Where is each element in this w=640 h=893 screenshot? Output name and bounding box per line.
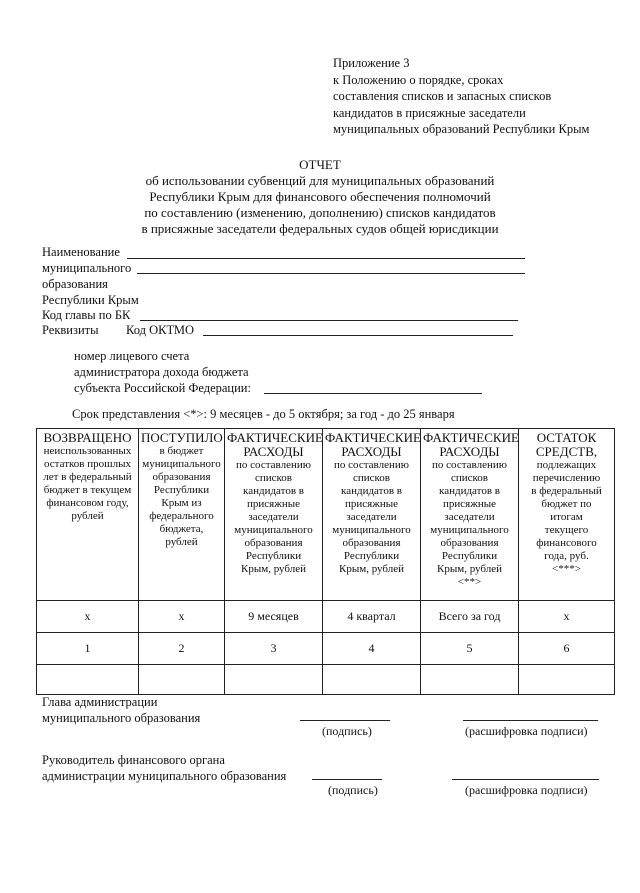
header-sub: Республики — [153, 484, 210, 496]
deadline-text: Срок представления <*>: 9 месяцев - до 5 октября; за год - до 25 января — [72, 407, 455, 421]
header-sub: Крым, рублей — [241, 563, 306, 575]
table-header-row — [37, 429, 615, 601]
entry-cell[interactable] — [421, 665, 519, 695]
header-sub: заседатели — [444, 511, 495, 523]
table-row-entry — [37, 665, 615, 695]
period-cell: x — [519, 601, 615, 633]
fin-decode-line[interactable] — [452, 779, 599, 780]
entry-cell[interactable] — [519, 665, 615, 695]
report-heading: ОТЧЕТ — [299, 157, 341, 172]
header-title: ОСТАТОК СРЕДСТВ, — [535, 430, 598, 459]
header-title: ПОСТУПИЛО — [141, 430, 223, 445]
appendix-note — [333, 55, 589, 138]
report-table — [36, 428, 615, 695]
header-sub: списков — [450, 472, 489, 484]
name-label-2: муниципального — [42, 261, 132, 275]
header-sub: текущего — [544, 524, 589, 536]
header-sub: итогам — [550, 511, 583, 523]
header-sub: муниципального — [430, 524, 509, 536]
head-decode-line[interactable] — [463, 720, 598, 721]
header-sub: остатков прошлых — [44, 458, 131, 470]
name-input-line-1[interactable] — [127, 258, 525, 259]
header-sub: списков — [254, 472, 293, 484]
appendix-line: к Положению о порядке, сроках — [333, 72, 504, 87]
name-input-line-2[interactable] — [137, 273, 525, 274]
header-sub: Республики — [441, 550, 498, 562]
header-sub: Республики — [343, 550, 400, 562]
requisites-label: Реквизиты — [42, 323, 99, 337]
number-cell: 4 — [323, 633, 421, 665]
header-sub: рублей — [71, 510, 104, 522]
head-title-2: муниципального образования — [42, 711, 201, 725]
appendix-line: Приложение 3 — [333, 56, 410, 70]
head-title-1: Глава администрации — [42, 695, 158, 709]
oktmo-label: Код ОКТМО — [126, 323, 195, 337]
header-sub: лет в федеральный — [43, 471, 132, 483]
header-sub: Крым, рублей — [339, 563, 404, 575]
header-sub: муниципального — [332, 524, 411, 536]
header-sub: финансового — [536, 537, 597, 549]
period-cell: 9 месяцев — [225, 601, 323, 633]
entry-cell[interactable] — [37, 665, 139, 695]
header-cell-returned — [37, 429, 139, 601]
number-cell: 5 — [421, 633, 519, 665]
fin-title-2: администрации муниципального образования — [42, 769, 287, 783]
header-sub: кандидатов в — [341, 485, 402, 497]
period-cell: 4 квартал — [323, 601, 421, 633]
header-sub: кандидатов в — [243, 485, 304, 497]
account-label-1: номер лицевого счета — [74, 349, 190, 363]
header-cell-expenses-q4 — [323, 429, 421, 601]
head-signature-line[interactable] — [300, 720, 390, 721]
header-sub: муниципального — [142, 458, 221, 470]
header-sub: перечислению — [532, 472, 601, 484]
period-cell: x — [139, 601, 225, 633]
header-sub: заседатели — [248, 511, 299, 523]
header-sub: в бюджет — [159, 445, 204, 457]
header-title: ВОЗВРАЩЕНО — [43, 430, 132, 445]
header-sub: неиспользованных — [43, 445, 132, 457]
number-cell: 6 — [519, 633, 615, 665]
header-sub: присяжные — [345, 498, 398, 510]
header-cell-received — [139, 429, 225, 601]
header-sub: муниципального — [234, 524, 313, 536]
header-sub: бюджет в текущем — [43, 484, 132, 496]
appendix-line: кандидатов в присяжные заседатели — [333, 105, 526, 120]
table-row-periods — [37, 601, 615, 633]
header-sub: года, руб. — [544, 550, 589, 562]
fin-sign-caption: (подпись) — [328, 783, 378, 797]
header-sub: по составлению — [236, 459, 311, 471]
header-sub: Крым, рублей — [437, 563, 502, 575]
period-cell: x — [37, 601, 139, 633]
account-input-line[interactable] — [264, 393, 482, 394]
title-line: об использовании субвенций для муниципальных образований — [145, 173, 495, 188]
header-title: ФАКТИЧЕСКИЕ РАСХОДЫ — [227, 430, 323, 459]
header-sub: <**> — [457, 576, 482, 588]
header-sub: заседатели — [346, 511, 397, 523]
account-label-2: администратора дохода бюджета — [74, 365, 249, 379]
header-title: ФАКТИЧЕСКИЕ РАСХОДЫ — [423, 430, 519, 459]
header-cell-expenses-9m — [225, 429, 323, 601]
table-row-numbers — [37, 633, 615, 665]
header-sub: подлежащих — [536, 459, 597, 471]
period-cell: Всего за год — [421, 601, 519, 633]
entry-cell[interactable] — [225, 665, 323, 695]
fin-decode-caption: (расшифровка подписи) — [465, 783, 588, 797]
header-sub: <***> — [552, 563, 581, 575]
account-label-3: субъекта Российской Федерации: — [74, 381, 251, 395]
kbk-label: Код главы по БК — [42, 308, 131, 322]
title-line: в присяжные заседатели федеральных судов общей юрисдикции — [141, 221, 499, 236]
header-sub: образования — [244, 537, 303, 549]
header-sub: бюджет по — [541, 498, 592, 510]
header-sub: рублей — [165, 536, 198, 548]
header-title: ФАКТИЧЕСКИЕ РАСХОДЫ — [325, 430, 421, 459]
head-decode-caption: (расшифровка подписи) — [465, 724, 588, 738]
number-cell: 3 — [225, 633, 323, 665]
head-sign-caption: (подпись) — [322, 724, 372, 738]
header-sub: образования — [152, 471, 211, 483]
number-cell: 1 — [37, 633, 139, 665]
name-label-4: Республики Крым — [42, 293, 139, 307]
report-title — [0, 157, 640, 237]
header-sub: по составлению — [334, 459, 409, 471]
header-sub: бюджета, — [159, 523, 204, 535]
header-sub: Крым из — [161, 497, 202, 509]
header-sub: финансовом году, — [46, 497, 129, 509]
header-sub: присяжные — [247, 498, 300, 510]
name-label-1: Наименование — [42, 245, 120, 259]
header-sub: образования — [440, 537, 499, 549]
entry-cell[interactable] — [323, 665, 421, 695]
title-line: Республики Крым для финансового обеспечения полномочий — [149, 189, 491, 204]
oktmo-input-line[interactable] — [203, 335, 513, 336]
header-cell-balance — [519, 429, 615, 601]
header-sub: образования — [342, 537, 401, 549]
header-sub: присяжные — [443, 498, 496, 510]
appendix-line: составления списков и запасных списков — [333, 89, 552, 103]
header-sub: по составлению — [432, 459, 507, 471]
name-label-3: образования — [42, 277, 108, 291]
fin-title-1: Руководитель финансового органа — [42, 753, 225, 767]
number-cell: 2 — [139, 633, 225, 665]
entry-cell[interactable] — [139, 665, 225, 695]
header-cell-expenses-year — [421, 429, 519, 601]
header-sub: в федеральный — [531, 485, 602, 497]
fin-signature-line[interactable] — [312, 779, 382, 780]
kbk-input-line[interactable] — [140, 320, 518, 321]
header-sub: списков — [352, 472, 391, 484]
header-sub: Республики — [245, 550, 302, 562]
appendix-line: муниципальных образований Республики Крым — [333, 122, 590, 136]
header-sub: кандидатов в — [439, 485, 500, 497]
title-line: по составлению (изменению, дополнению) списков кандидатов — [144, 205, 496, 220]
header-sub: федерального — [149, 510, 214, 522]
